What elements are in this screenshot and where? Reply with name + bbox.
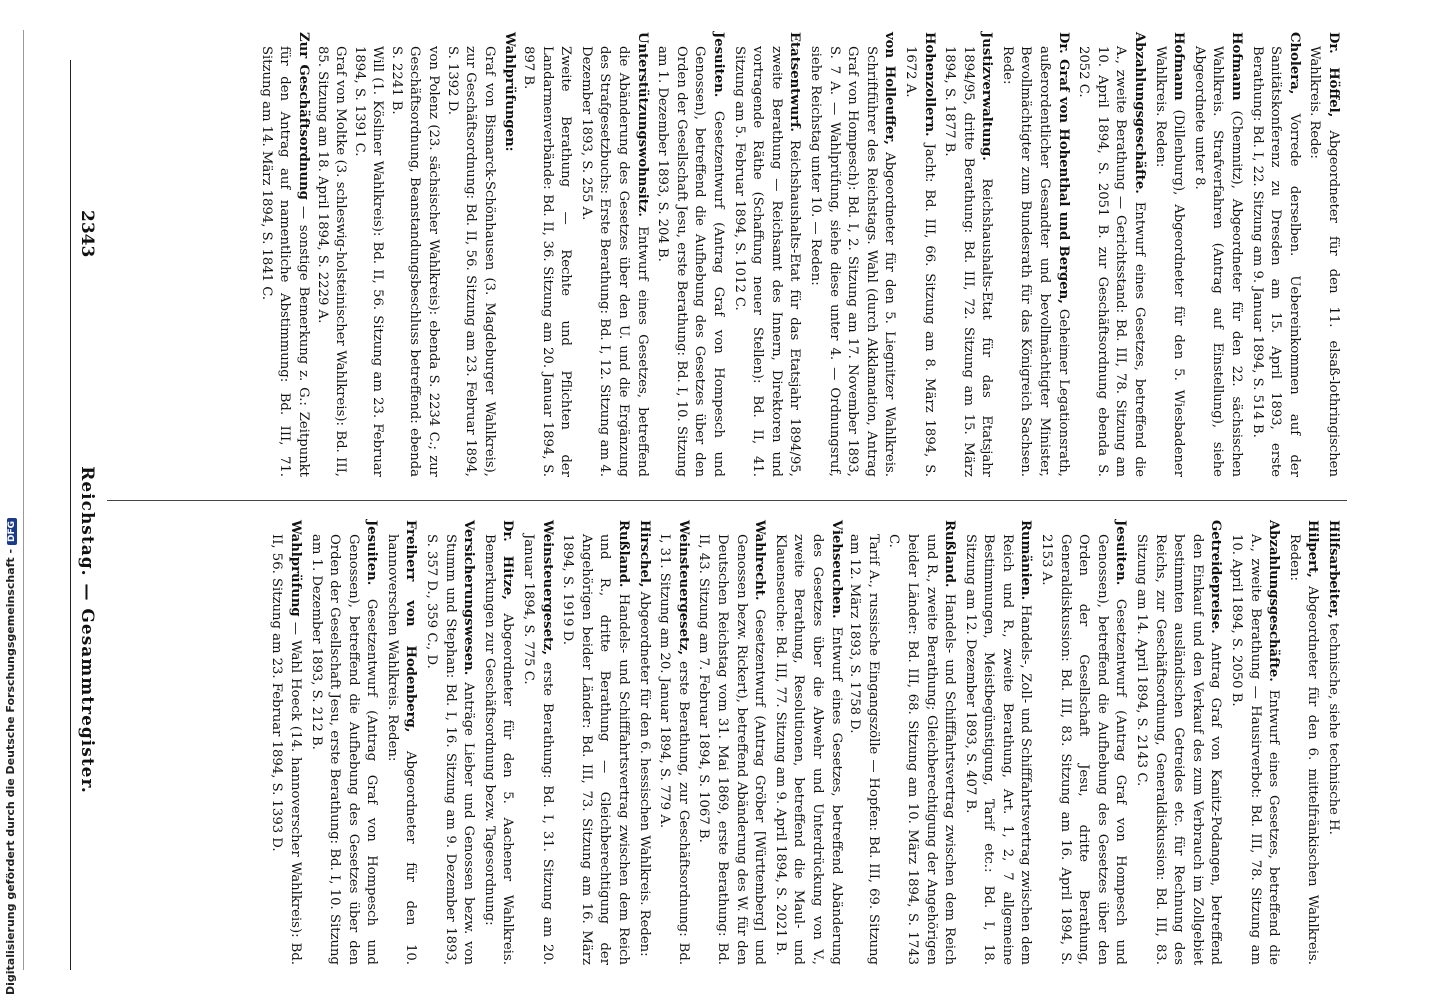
index-entry bbox=[382, 520, 419, 965]
index-entry bbox=[1226, 520, 1282, 965]
entry-keyword: Jesuiten. bbox=[364, 520, 380, 586]
entry-keyword: Etatsentwurf. bbox=[787, 32, 803, 132]
entry-text: Abgeordneter für den 11. elsaß-lothringischen Wahlkreis. Rede: bbox=[1307, 46, 1341, 477]
entry-text: Anträge Lieber und Genossen bezw. von Stumm und Stephan: Bd. I, 16. Sitzung am 9. Dezember 1893, S. 357 D., 359 C., D. bbox=[424, 534, 477, 965]
entry-keyword: Freiherr von Hodenberg, bbox=[403, 520, 419, 733]
running-title: Reichstag. — Gesammtregister. bbox=[77, 466, 97, 794]
index-entry bbox=[694, 520, 768, 965]
index-entry bbox=[884, 520, 958, 965]
entry-keyword: Rumänien. bbox=[1018, 520, 1034, 601]
entry-keyword: Wahlrecht. bbox=[752, 520, 768, 601]
entry-text: Handels- und Schifffahrtsvertrag zwischen dem Reich und R., dritte Berathung — Gleichberechtigung der Angehörigen beider Länder: Bd. III, 73. Sitzung am 16. März 1894, S. 1919 D. bbox=[560, 534, 632, 965]
entry-keyword: Viehseuchen. bbox=[828, 520, 844, 619]
entry-text: (Dillenburg), Abgeordneter für den 5. Wiesbadener Wahlkreis. Reden: bbox=[1152, 46, 1187, 477]
entry-keyword: Hofmann bbox=[1171, 32, 1187, 101]
entry-keyword: Dr. Höffel, bbox=[1326, 32, 1341, 118]
entry-keyword: Hofmann bbox=[1229, 32, 1245, 101]
entry-keyword: Hirschel, bbox=[636, 520, 652, 588]
entry-text: Abgeordneter für den 6. mittelfränkischen Wahlkreis. Reden: bbox=[1286, 534, 1321, 965]
entry-text: — sonstige Bemerkung z. G.: Zeitpunkt für den Antrag auf namentliche Abstimmung: Bd. III, 71. Sitzung am 14. März 1894, S. 1841 C. bbox=[258, 46, 311, 477]
entry-text: Will (1. Kösliner Wahlkreis): Bd. II, 56. Sitzung am 23. Februar 1894, S. 1391 C. bbox=[351, 46, 386, 477]
entry-text: Reichshaushalts-Etat für das Etatsjahr 1894/95, zweite Berathung — Reichsamt des Innern, Direktoren und vortragende Räthe (Schaffung neuer Stellen): Bd. II, 41. Sitzung am 5. Februar 1894, S. 1012 C. bbox=[731, 46, 803, 477]
entry-keyword: Unterstützungswohnsitz. bbox=[634, 32, 650, 217]
entry-text: Entwurf eines Gesetzes, betreffend die A., zweite Berathung — Hausirverbot: Bd. III, 78. Sitzung am 10. April 1894, S. 2050 B. bbox=[1229, 534, 1282, 965]
entry-text: erste Berathung, zur Geschäftsordnung: Bd. I, 31. Sitzung am 20. Januar 1894, S. 779 A. bbox=[657, 534, 691, 965]
index-entry bbox=[349, 32, 386, 477]
index-entry bbox=[1074, 32, 1148, 477]
entry-text: Gesetzentwurf (Antrag Graf von Hompesch und Genossen), betreffend die Aufhebung des Gesetzes über den Orden der Gesellschaft Jesu, erste Berathung: Bd. I, 10. Sitzung am 1. Dezember 1893, S. 204 B. bbox=[655, 46, 726, 477]
entry-text: Handels- und Schifffahrtsvertrag zwischen dem Reich und R., zweite Berathung; Gleichberechtigung der Angehörigen beider Länder: Bd. III, 68. Sitzung am 10. März 1894, S. 1743 C. bbox=[886, 534, 958, 965]
index-entry bbox=[386, 32, 442, 477]
index-entry bbox=[1150, 32, 1187, 477]
entry-keyword: Hilfsarbeiter, bbox=[1326, 520, 1341, 619]
entry-keyword: Weinsteuergesetz, bbox=[539, 520, 555, 656]
index-entry bbox=[1323, 520, 1342, 965]
entry-keyword: Hilpert, bbox=[1305, 520, 1321, 578]
entry-text: Gesetzentwurf (Antrag Graf von Hompesch und Genossen), betreffend die Aufhebung des Gesetzes über den Orden der Gesellschaft Jesu, dritte Berathung, Generaldiskussion: Bd. III, 83. Sitzung am 16. April 1894, S. 2153 A. bbox=[1039, 534, 1129, 965]
index-entry bbox=[805, 32, 898, 477]
entry-text: Gesetzentwurf (Antrag Gröber [Württemberg] und Genossen bezw. Rickert), betreffend Abänderung des W. für den Deutschen Reichstag vom 31. Mai 1869, erste Berathung: Bd. II, 43. Sitzung am 7. Februar 1894, S. 1067 B. bbox=[696, 534, 768, 965]
index-entry bbox=[845, 520, 882, 965]
entry-text: Entwurf eines Gesetzes, betreffend Abänderung des Gesetzes über die Abwehr und Unterdrückung von V., zweite Berathung, Resolutionen, betreffend die Maul- und Klauenseuche: Bd. III, 77. Sitzung am 9. April 1894, S. 2021 B. bbox=[772, 534, 844, 965]
entry-keyword: Jesuiten. bbox=[1113, 520, 1129, 586]
index-entry bbox=[558, 520, 632, 965]
entry-text: von Polenz (23. sächsischer Wahlkreis): ebenda S. 2234 C.; zur Geschäftsordnung, Beanstandungsbeschluss betreffend: ebenda S. 2241 B. bbox=[388, 46, 442, 477]
entry-text: Abgeordneter für den 5. Aachener Wahlkreis. Bemerkungen zur Geschäftsordnung bezw. Tagesordnung: bbox=[481, 534, 516, 965]
entry-keyword: Justizverwaltung. bbox=[979, 32, 995, 161]
entry-text: Gesetzentwurf (Antrag Graf von Hompesch und Genossen), betreffend die Aufhebung des Gesetzes über den Orden der Gesellschaft Jesu, erste Berathung: Bd. I, 10. Sitzung am 1. Dezember 1893, S. 212 B. bbox=[308, 534, 380, 965]
index-entry bbox=[1189, 32, 1245, 477]
index-entry bbox=[518, 32, 574, 477]
entry-text: Entwurf eines Gesetzes, betreffend die Abänderung des Gesetzes über den U. und die Ergänzung des Strafgesetzbuchs: Erste Berathung: Bd. I, 12. Sitzung am 4. Dezember 1893, S. 255 A. bbox=[578, 46, 650, 477]
index-entry bbox=[518, 520, 555, 965]
entry-keyword: Abzahlungsgeschäfte. bbox=[1266, 520, 1282, 682]
index-entry bbox=[479, 520, 516, 965]
entry-text: technische, siehe technische H. bbox=[1326, 622, 1341, 835]
index-entry bbox=[960, 520, 1034, 965]
left-column bbox=[112, 520, 1342, 965]
entry-text: Entwurf eines Gesetzes, betreffend die A., zweite Berathung — Gerichtsstand: Bd. III, 78. Sitzung am 10. April 1894, S. 2051 B. zur Geschäftsordnung ebenda S. 2052 C. bbox=[1076, 46, 1148, 477]
entry-text: Tarif A., russische Eingangszölle — Hopfen: Bd. III, 69. Sitzung am 12. März 1893, S. 1758 D. bbox=[847, 534, 881, 965]
entry-keyword: Rußland. bbox=[942, 520, 958, 588]
entry-keyword: Rußland. bbox=[616, 520, 632, 588]
entry-keyword: Dr. Hitze, bbox=[500, 520, 516, 600]
right-column bbox=[112, 32, 1342, 477]
entry-text: erste Berathung: Bd. I, 31. Sitzung am 20. Januar 1894, S. 775 C. bbox=[521, 534, 555, 965]
entry-text: Geheimer Legationsrath, außerordentlicher Gesandter und bevollmächtigter Minister, Bevollmächtigter zum Bundesrath für das Königreich Sachsen. Rede: bbox=[999, 46, 1071, 477]
entry-text: — Wahl Hoeck (14. hannoverscher Wahlkreis): Bd. II, 56. Sitzung am 23. Februar 1894, S. 1393 D. bbox=[269, 534, 303, 965]
entry-keyword: Weinsteuergesetz, bbox=[675, 520, 691, 656]
entry-text: Handels-, Zoll- und Schifffahrtsvertrag zwischen dem Reich und R., zweite Berathung, Art. 1, 2, 7 allgemeine Bestimmungen, Meistbegünstigung, Tarif etc.: Bd. I, 18. Sitzung am 12. Dezember 1893, S. 407 B. bbox=[962, 534, 1034, 965]
entry-text: Abgeordneter für den 5. Liegnitzer Wahlkreis. Schriftführer des Reichstags. Wahl (durch Akklamation, Antrag Graf von Hompesch): Bd. I, 2. Sitzung am 17. November 1893, S. 7 A. — Wahlprüfung, siehe diese unter 4. — Ordnungsruf, siehe Reichstag unter 10. — Reden: bbox=[807, 46, 898, 477]
index-entry bbox=[1131, 520, 1224, 965]
page-header bbox=[70, 60, 99, 970]
index-entry bbox=[634, 520, 653, 965]
column-divider bbox=[107, 500, 1347, 501]
footer-strip bbox=[0, 0, 22, 1000]
index-entry bbox=[267, 520, 304, 965]
index-entry bbox=[1305, 32, 1342, 477]
index-entry bbox=[729, 32, 803, 477]
entry-keyword: Cholera, bbox=[1286, 32, 1302, 95]
index-entry bbox=[256, 32, 312, 477]
entry-keyword: Dr. Graf von Hohenthal und Bergen, bbox=[1055, 32, 1071, 304]
entry-keyword: Hohenzollern. bbox=[921, 32, 937, 137]
entry-text: Abgeordneter für den 6. hessischen Wahlkreis. Reden: bbox=[636, 591, 652, 957]
entry-keyword: Wahlprüfungen: bbox=[502, 32, 518, 152]
entry-text: Zweite Berathung — Rechte und Pflichten der Landarmenverbände: Bd. II, 36. Sitzung am 20. Januar 1894, S. 897 B. bbox=[521, 46, 574, 477]
entry-text: Vorrede derselben. Uebereinkommen auf der Sanitätskonferenz zu Dresden am 15. April 1893, erste Berathung: Bd. I, 22. Sitzung am 9. Januar 1894, S. 514 B. bbox=[1249, 46, 1302, 477]
index-entry bbox=[442, 32, 498, 477]
index-entry bbox=[1247, 32, 1303, 477]
entry-keyword: Versicherungswesen. bbox=[461, 520, 477, 676]
entry-keyword: von Holleuffer, bbox=[882, 32, 898, 145]
index-entry bbox=[900, 32, 937, 477]
page-number: 2343 bbox=[77, 210, 97, 258]
index-entry bbox=[997, 32, 1071, 477]
entry-keyword: Zur Geschäftsordnung bbox=[295, 32, 311, 200]
entry-keyword: Getreidepreise. bbox=[1208, 520, 1224, 634]
index-entry bbox=[655, 520, 692, 965]
index-entry bbox=[653, 32, 727, 477]
dfg-logo-icon: DFG bbox=[7, 518, 17, 545]
index-entry bbox=[312, 32, 349, 477]
entry-keyword: Wahlprüfung bbox=[287, 520, 303, 617]
index-entry bbox=[306, 520, 380, 965]
index-entry bbox=[1284, 520, 1321, 965]
entry-text: Graf von Moltke (3. schleswig-holsteinischer Wahlkreis): Bd. III, 85. Sitzung am 18. April 1894, S. 2229 A. bbox=[314, 46, 349, 477]
index-entry bbox=[1037, 520, 1130, 965]
entry-text: (Chemnitz), Abgeordneter für den 22. sächsischen Wahlkreis. Strafverfahren (Antrag auf Einstellung), siehe Abgeordnete unter 8. bbox=[1191, 46, 1245, 477]
digitization-credit: Digitalisierung gefördert durch die Deutsche Forschungsgemeinschaft - bbox=[4, 548, 17, 995]
entry-text: Abgeordneter für den 10. hannoverschen Wahlkreis. Reden: bbox=[384, 534, 419, 965]
entry-text: Reichshaushalts-Etat für das Etatsjahr 1894/95, dritte Berathung: Bd. III, 72. Sitzung am 15. März 1894, S. 1877 B. bbox=[942, 46, 995, 477]
index-entry bbox=[576, 32, 650, 477]
entry-text: Antrag Graf von Kanitz-Podangen, betreffend den Einkauf und den Verkauf des zum Verbrauch im Zollgebiet bestimmten ausländischen Getreides etc. für Rechnung des Reichs, zur Geschäftsordnung, Generaldiskussion: Bd. III, 83. Sitzung am 14. April 1894, S. 2143 C. bbox=[1134, 534, 1224, 965]
index-entry bbox=[770, 520, 844, 965]
index-entry bbox=[500, 32, 519, 477]
index-entry bbox=[940, 32, 996, 477]
page-edge-rule bbox=[23, 30, 24, 970]
entry-keyword: Abzahlungsgeschäfte. bbox=[1132, 32, 1148, 194]
entry-keyword: Jesuiten. bbox=[711, 32, 726, 98]
index-entry bbox=[422, 520, 478, 965]
entry-text: Jacht: Bd. III, 66. Sitzung am 8. März 1894, S. 1672 A. bbox=[902, 46, 937, 477]
entry-text: Graf von Bismarck-Schönhausen (3. Magdeburger Wahlkreis), zur Geschäftsordnung: Bd. II, 56. Sitzung am 23. Februar 1894, S. 1392 D. bbox=[444, 46, 497, 477]
